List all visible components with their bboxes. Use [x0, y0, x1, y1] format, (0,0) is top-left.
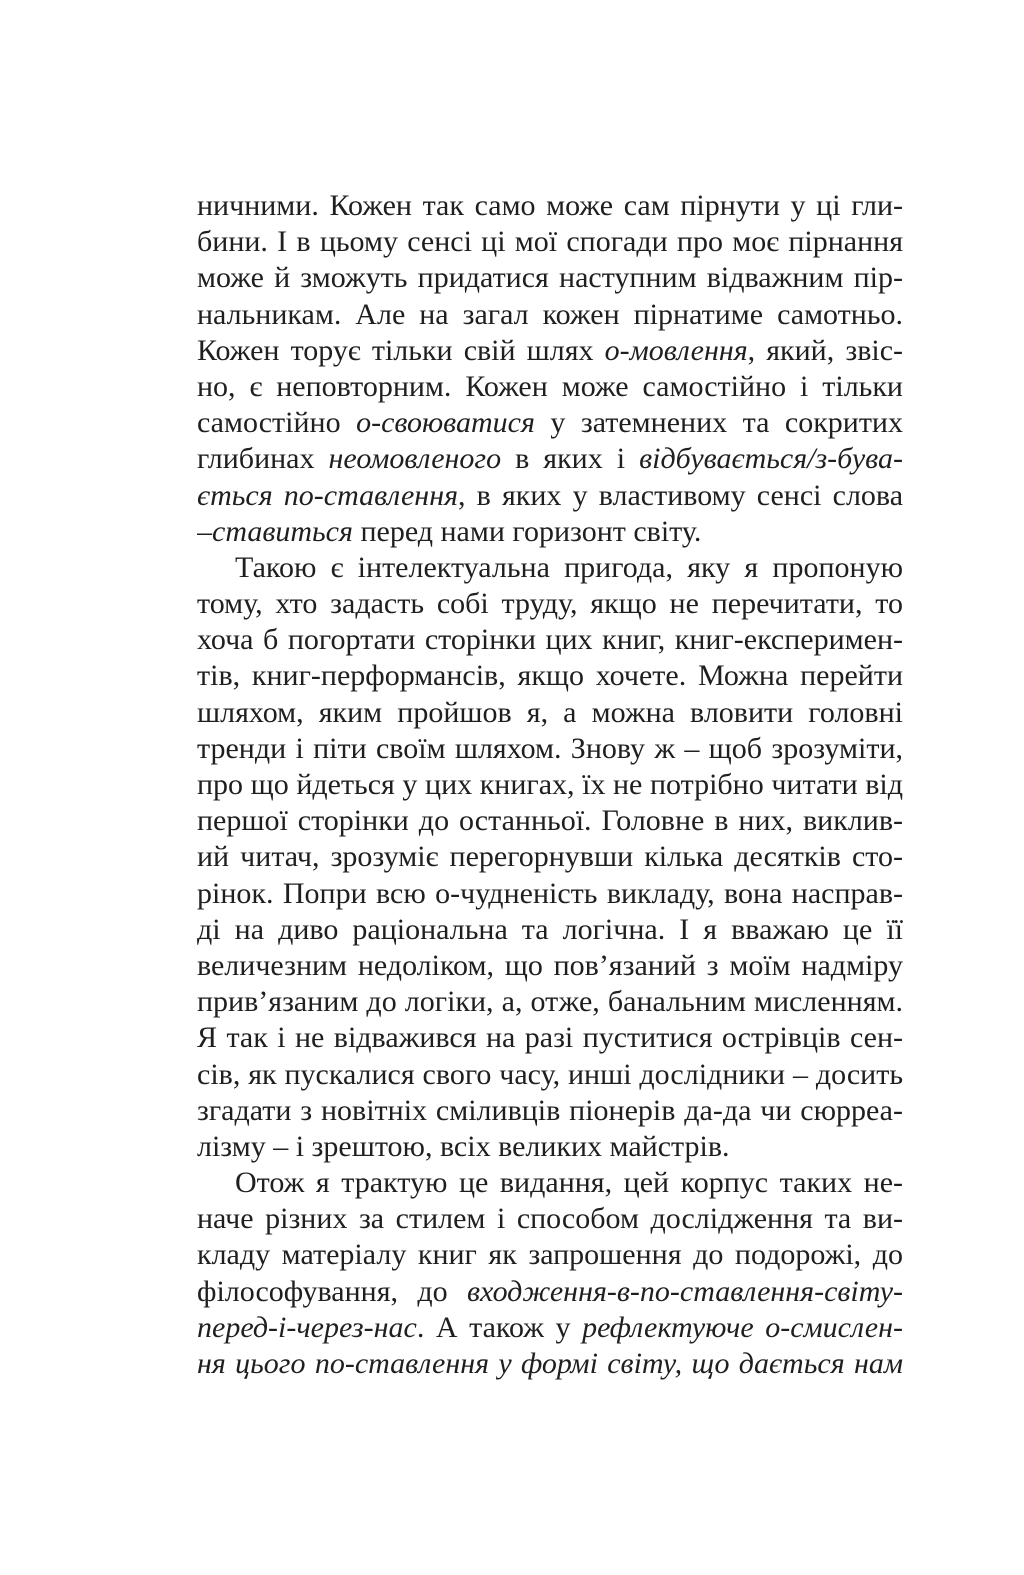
italic-term: о-своюватися: [356, 406, 535, 440]
text-line: [197, 731, 903, 767]
text-run: може й зможуть придатися наступним відважним пір-: [197, 261, 903, 295]
text-line: [197, 912, 903, 948]
text-line: [197, 1165, 903, 1201]
text-line: [197, 984, 903, 1020]
text-run: нальникам. Але на загал кожен пірнатиме самотньо.: [197, 297, 903, 331]
italic-term: ставиться: [212, 514, 353, 548]
text-line: [197, 1201, 903, 1237]
text-run: , який, звіс-: [747, 333, 903, 367]
text-line: [197, 1057, 903, 1093]
text-run: Отож я трактую це видання, цей корпус таких не-: [235, 1166, 903, 1200]
text-run: величезним недоліком, що пов’язаний з моїм надміру: [197, 948, 903, 982]
text-run: ий читач, зрозуміє перегорнувши кілька десятків сто-: [197, 840, 903, 874]
italic-term: відбувається/з-бува-: [639, 442, 903, 476]
text-run: тому, хто задасть собі труду, якщо не перечитати, то: [197, 587, 903, 621]
text-line: [197, 297, 903, 333]
text-line: [197, 1274, 903, 1310]
page-body: [197, 188, 903, 1382]
text-line: [197, 1129, 903, 1165]
text-line: [197, 224, 903, 260]
text-line: [197, 1310, 903, 1346]
text-run: глибинах: [197, 442, 329, 476]
text-line: [197, 622, 903, 658]
text-run: наче різних за стилем і способом дослідження та ви-: [197, 1202, 903, 1236]
paragraph: [197, 188, 903, 550]
text-line: [197, 1237, 903, 1273]
text-run: но, є неповторним. Кожен може самостійно і тільки: [197, 369, 903, 403]
text-line: [197, 876, 903, 912]
text-line: [197, 658, 903, 694]
text-run: хоча б погортати сторінки цих книг, книг-експеримен-: [197, 623, 903, 657]
text-run: перед нами горизонт світу.: [352, 514, 702, 548]
text-line: [197, 803, 903, 839]
text-line: [197, 695, 903, 731]
text-line: [197, 1093, 903, 1129]
text-run: про що йдеться у цих книгах, їх не потрібно читати від: [197, 768, 903, 801]
text-run: шляхом, яким пройшов я, а можна вловити головні: [197, 695, 903, 729]
text-run: Такою є інтелектуальна пригода, яку я пропоную: [235, 550, 903, 584]
text-line: [197, 550, 903, 586]
text-line: [197, 767, 903, 803]
text-run: Я так і не відважився на разі пуститися острівців сен-: [197, 1021, 903, 1055]
text-run: рінок. Попри всю о-чудненість викладу, вона насправ-: [197, 876, 903, 910]
text-line: [197, 369, 903, 405]
text-run: в яких і: [501, 442, 640, 476]
text-run: прив’язаним до логіки, а, отже, банальним мисленням.: [197, 985, 903, 1019]
text-run: сів, як пускалися свого часу, инші дослідники – досить: [197, 1057, 903, 1091]
text-line: [197, 839, 903, 875]
italic-term: входження-в-по-ставлення-світу-: [466, 1274, 903, 1308]
text-line: [197, 441, 903, 477]
text-line: [197, 333, 903, 369]
text-line: [197, 1020, 903, 1056]
text-run: філософування, до: [197, 1274, 467, 1308]
text-run: , в яких у властивому сенсі слова: [458, 478, 903, 512]
text-line: [197, 1346, 903, 1382]
text-run: ничними. Кожен так само може сам пірнути у ці гли-: [197, 189, 903, 222]
text-run: першої сторінки до останньої. Головне в них, виклив-: [197, 804, 903, 838]
paragraph: [197, 550, 903, 1165]
text-run: Кожен торує тільки свій шлях: [197, 333, 605, 367]
italic-term: рефлектуюче о-смислен-: [582, 1310, 903, 1344]
text-line: [197, 188, 903, 224]
italic-term: о-мовлення: [604, 333, 748, 367]
italic-term: перед-і-через-нас: [197, 1310, 417, 1344]
text-run: . А також у: [416, 1310, 583, 1344]
text-run: бини. І в цьому сенсі ці мої спогади про моє пірнання: [197, 225, 903, 259]
text-run: –: [197, 514, 212, 548]
text-line: [197, 478, 903, 514]
text-run: кладу матеріалу книг як запрошення до подорожі, до: [197, 1238, 903, 1272]
text-line: [197, 586, 903, 622]
text-run: згадати з новітніх сміливців піонерів да-да чи сюрреа-: [197, 1093, 903, 1127]
text-run: самостійно: [197, 406, 357, 440]
text-run: тренди і піти своїм шляхом. Знову ж – щоб зрозуміти,: [197, 731, 903, 765]
text-run: лізму – і зрештою, всіх великих майстрів.: [197, 1129, 730, 1163]
text-run: ді на диво раціональна та логічна. І я вважаю це її: [197, 912, 903, 946]
text-line: [197, 405, 903, 441]
text-line: [197, 948, 903, 984]
text-line: [197, 514, 903, 550]
text-run: у затемнених та сокритих: [534, 406, 903, 440]
text-line: [197, 260, 903, 296]
italic-term: ється по-ставлення: [197, 478, 459, 512]
italic-term: ня цього по-ставлення у формі світу, що дається нам: [197, 1347, 903, 1380]
text-run: тів, книг-перформансів, якщо хочете. Можна перейти: [197, 659, 903, 693]
italic-term: неомовленого: [328, 442, 502, 476]
paragraph: [197, 1165, 903, 1382]
